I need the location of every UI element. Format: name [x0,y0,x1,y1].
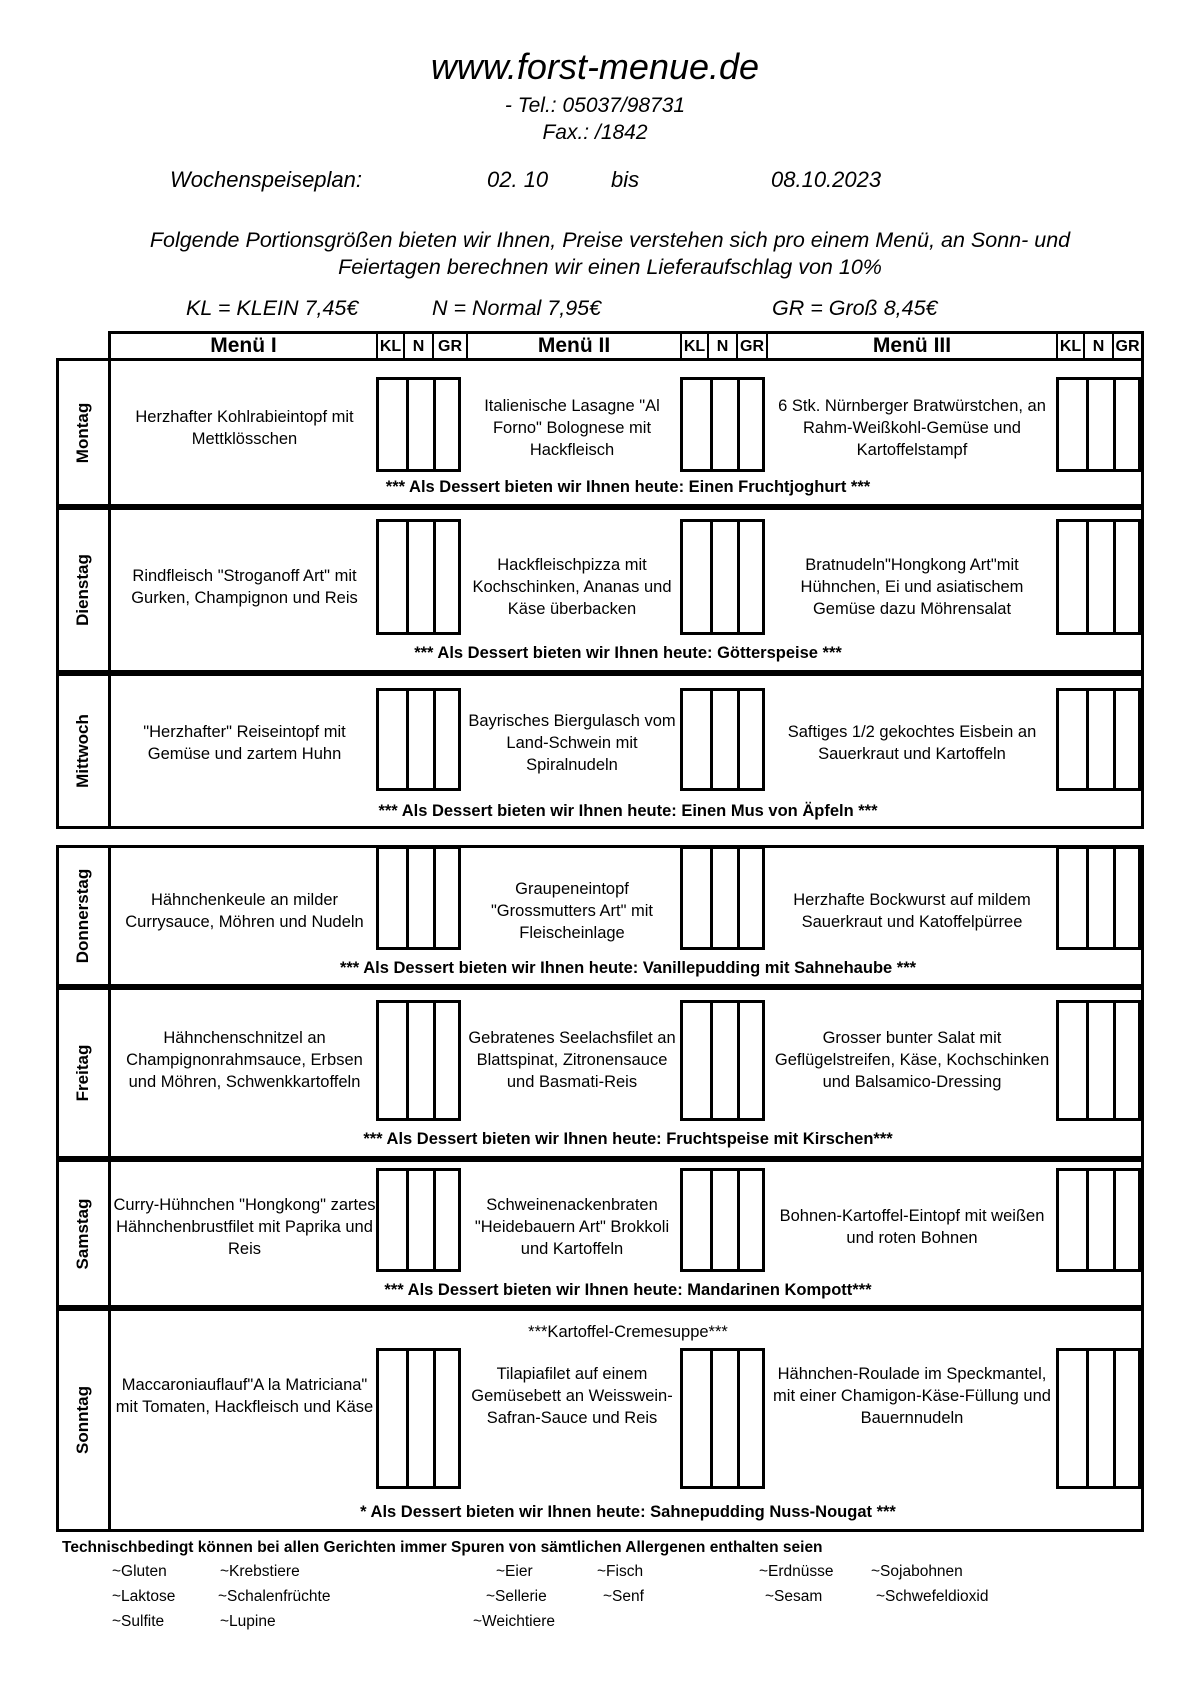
dish-text: Schweinenackenbraten "Heidebauern Art" Brokkoli und Kartoffeln [474,1196,670,1258]
order-boxes-dienstag-menu-1[interactable] [376,519,461,635]
box-divider [1086,1003,1089,1118]
box-divider [710,522,713,632]
dish-text: Herzhafter Kohlrabieintopf mit Mettklösschen [135,408,354,448]
order-boxes-freitag-menu-3[interactable] [1056,1000,1141,1121]
dish-samstag-menu-2 [466,1181,678,1273]
allergen-item: ~Gluten [112,1563,167,1580]
order-boxes-freitag-menu-2[interactable] [680,1000,765,1121]
dish-montag-menu-2 [466,382,678,474]
row-day-divider [108,673,111,829]
header-menu-2: Menü II [537,334,611,357]
box-divider [710,1171,713,1269]
dessert-montag: *** Als Dessert bieten wir Ihnen heute: Einen Fruchtjoghurt *** [385,478,871,496]
dish-mittwoch-menu-1 [113,697,376,789]
phone-number: - Tel.: 05037/98731 [504,94,686,117]
dish-text: Graupeneintopf "Grossmutters Art" mit Fleischeinlage [490,880,654,942]
box-divider [1086,1351,1089,1486]
dish-text: Tilapiafilet auf einem Gemüsebett an Weisswein-Safran-Sauce und Reis [471,1365,673,1427]
day-name-donnerstag: Donnerstag [73,868,92,964]
box-divider [433,691,436,788]
intro-text: Folgende Portionsgrößen bieten wir Ihnen, Preise verstehen sich pro einem Menü, an Sonn- und Feiertagen berechnen wir einen Lieferaufschlag von 10% [149,228,1071,279]
order-boxes-sonntag-menu-1[interactable] [376,1348,461,1489]
box-divider [433,522,436,632]
box-divider [406,1171,409,1269]
order-boxes-montag-menu-3[interactable] [1056,377,1141,472]
row-top-line [56,673,1144,676]
dish-text: "Herzhafter" Reiseintopf mit Gemüse und zartem Huhn [143,723,346,763]
allergen-item: ~Lupine [220,1613,276,1630]
fax-number: Fax.: /1842 [542,121,648,144]
dish-sonntag-menu-1 [113,1350,376,1442]
box-divider [406,691,409,788]
allergen-item: ~Sesam [765,1588,823,1605]
box-divider [710,849,713,947]
price-n: N = Normal 7,95€ [432,296,602,320]
row-bottom-line [56,1529,1144,1532]
allergen-item: ~Eier [496,1563,533,1580]
row-left-line [56,845,59,987]
box-divider [737,1351,740,1486]
dish-donnerstag-menu-2 [466,865,678,957]
dish-dienstag-menu-1 [113,541,376,633]
dish-text: Rindfleisch "Stroganoff Art" mit Gurken, Champignon und Reis [131,567,358,607]
order-boxes-montag-menu-1[interactable] [376,377,461,472]
dish-montag-menu-3 [768,382,1056,474]
size-gr-2: GR [740,338,764,355]
day-name-dienstag: Dienstag [73,554,92,626]
size-n-2: N [716,338,729,355]
box-divider [710,380,713,469]
box-divider [1113,1351,1116,1486]
box-divider [737,1003,740,1118]
box-divider [737,522,740,632]
dish-donnerstag-menu-3 [768,865,1056,957]
order-boxes-montag-menu-2[interactable] [680,377,765,472]
row-left-line [56,507,59,673]
dish-text: Bratnudeln"Hongkong Art"mit Hühnchen, Ei und asiatischem Gemüse dazu Möhrensalat [800,556,1024,618]
row-top-line [56,1159,1144,1162]
order-boxes-mittwoch-menu-1[interactable] [376,688,461,791]
header-right-line [1141,331,1144,361]
order-boxes-mittwoch-menu-2[interactable] [680,688,765,791]
row-left-line [56,673,59,829]
dish-dienstag-menu-2 [466,541,678,633]
day-name-freitag: Freitag [73,1044,92,1102]
order-boxes-sonntag-menu-3[interactable] [1056,1348,1141,1489]
row-top-line [56,845,1144,848]
dish-text: 6 Stk. Nürnberger Bratwürstchen, an Rahm-Weißkohl-Gemüse und Kartoffelstampf [778,397,1046,459]
dish-freitag-menu-2 [466,1014,678,1106]
dessert-mittwoch: *** Als Dessert bieten wir Ihnen heute: Einen Mus von Äpfeln *** [378,802,878,820]
box-divider [433,1003,436,1118]
day-name-mittwoch: Mittwoch [73,714,92,788]
dish-text: Saftiges 1/2 gekochtes Eisbein an Sauerkraut und Kartoffeln [787,723,1037,763]
order-boxes-donnerstag-menu-3[interactable] [1056,846,1141,950]
dish-text: Hackfleischpizza mit Kochschinken, Ananas und Käse überbacken [472,556,672,618]
box-divider [406,522,409,632]
dessert-samstag: *** Als Dessert bieten wir Ihnen heute: Mandarinen Kompott*** [384,1281,872,1299]
allergen-item: ~Krebstiere [220,1563,300,1580]
dish-text: Maccaroniauflauf"A la Matriciana" mit Tomaten, Hackfleisch und Käse [115,1376,374,1416]
dish-text: Curry-Hühnchen "Hongkong" zartes Hähnchenbrustfilet mit Paprika und Reis [113,1196,376,1258]
row-top-line [56,987,1144,990]
box-divider [710,1351,713,1486]
order-boxes-mittwoch-menu-3[interactable] [1056,688,1141,791]
dish-text: Italienische Lasagne "Al Forno" Bolognese mit Hackfleisch [484,397,660,459]
price-gr: GR = Groß 8,45€ [772,296,938,320]
dish-dienstag-menu-3 [768,541,1056,633]
box-divider [1113,1003,1116,1118]
box-divider [1113,691,1116,788]
row-left-line [56,987,59,1159]
dish-freitag-menu-3 [768,1014,1056,1106]
box-divider [1086,380,1089,469]
box-divider [1113,849,1116,947]
allergen-item: ~Sulfite [112,1613,165,1630]
box-divider [710,1003,713,1118]
day-name-samstag: Samstag [73,1198,92,1269]
row-left-line [56,1308,59,1532]
box-divider [433,1171,436,1269]
dish-text: Hähnchenschnitzel an Champignonrahmsauce, Erbsen und Möhren, Schwenkkartoffeln [126,1029,363,1091]
week-label: Wochenspeiseplan: [170,167,363,192]
box-divider [710,691,713,788]
allergen-item: ~Erdnüsse [759,1563,834,1580]
order-boxes-dienstag-menu-2[interactable] [680,519,765,635]
dish-text: Hähnchen-Roulade im Speckmantel, mit einer Chamigon-Käse-Füllung und Bauernnudeln [773,1365,1051,1427]
dish-text: Bohnen-Kartoffel-Eintopf mit weißen und roten Bohnen [779,1207,1045,1247]
price-kl: KL = KLEIN 7,45€ [186,296,359,320]
order-boxes-samstag-menu-2[interactable] [680,1168,765,1272]
allergen-note: Technischbedingt können bei allen Gerichten immer Spuren von sämtlichen Allergenen enthalten seien [62,1539,823,1556]
dish-sonntag-menu-3 [768,1350,1056,1442]
dish-sonntag-menu-2 [466,1350,678,1442]
header-menu-1: Menü I [210,334,277,357]
box-divider [1086,1171,1089,1269]
dish-mittwoch-menu-2 [466,697,678,789]
dish-samstag-menu-1 [113,1181,376,1273]
order-boxes-samstag-menu-1[interactable] [376,1168,461,1272]
dish-text: Gebratenes Seelachsfilet an Blattspinat, Zitronensauce und Basmati-Reis [468,1029,676,1091]
box-divider [1086,691,1089,788]
row-top-line [56,358,1144,361]
size-kl-2: KL [683,338,706,355]
box-divider [1113,380,1116,469]
soup-sonntag: ***Kartoffel-Cremesuppe*** [528,1323,728,1341]
row-top-line [56,1308,1144,1311]
box-divider [433,1351,436,1486]
day-name-montag: Montag [73,402,92,463]
box-divider [406,380,409,469]
dish-freitag-menu-1 [113,1014,376,1106]
row-day-divider [108,845,111,987]
size-n-1: N [412,338,425,355]
size-gr-1: GR [438,338,462,355]
box-divider [737,1171,740,1269]
size-kl-3: KL [1059,338,1082,355]
order-boxes-samstag-menu-3[interactable] [1056,1168,1141,1272]
row-day-divider [108,358,111,507]
dessert-donnerstag: *** Als Dessert bieten wir Ihnen heute: Vanillepudding mit Sahnehaube *** [339,959,917,977]
allergen-item: ~Laktose [112,1588,176,1605]
row-left-line [56,358,59,507]
week-from: 02. 10 [487,167,549,192]
dish-montag-menu-1 [113,382,376,474]
box-divider [737,849,740,947]
dish-text: Bayrisches Biergulasch vom Land-Schwein mit Spiralnudeln [468,712,676,774]
box-divider [406,849,409,947]
dessert-freitag: *** Als Dessert bieten wir Ihnen heute: Fruchtspeise mit Kirschen*** [363,1130,893,1148]
week-to-word: bis [611,167,640,192]
header-menu-3: Menü III [872,334,952,357]
box-divider [406,1351,409,1486]
box-divider [737,380,740,469]
box-divider [433,849,436,947]
box-divider [433,380,436,469]
size-kl-1: KL [379,338,402,355]
dish-text: Herzhafte Bockwurst auf mildem Sauerkraut und Katoffelpürree [793,891,1031,931]
dessert-dienstag: *** Als Dessert bieten wir Ihnen heute: Götterspeise *** [414,644,842,662]
website-url: www.forst-menue.de [430,46,760,87]
row-top-line [56,507,1144,510]
dish-samstag-menu-3 [768,1181,1056,1273]
order-boxes-donnerstag-menu-2[interactable] [680,846,765,950]
box-divider [1113,522,1116,632]
box-divider [1086,522,1089,632]
box-divider [737,691,740,788]
row-left-line [56,1159,59,1308]
order-boxes-donnerstag-menu-1[interactable] [376,846,461,950]
box-divider [1086,849,1089,947]
row-bottom-line [56,826,1144,829]
order-boxes-sonntag-menu-2[interactable] [680,1348,765,1489]
day-name-sonntag: Sonntag [73,1386,92,1454]
allergen-item: ~Weichtiere [473,1613,555,1630]
dish-text: Grosser bunter Salat mit Geflügelstreifen, Käse, Kochschinken und Balsamico-Dressing [774,1029,1050,1091]
allergen-item: ~Sellerie [486,1588,547,1605]
allergen-item: ~Sojabohnen [871,1563,963,1580]
size-gr-3: GR [1115,338,1140,355]
allergen-item: ~Senf [603,1588,644,1605]
order-boxes-freitag-menu-1[interactable] [376,1000,461,1121]
row-day-divider [108,1308,111,1532]
dish-text: Hähnchenkeule an milder Currysauce, Möhren und Nudeln [125,891,364,931]
box-divider [1113,1171,1116,1269]
dessert-sonntag: * Als Dessert bieten wir Ihnen heute: Sahnepudding Nuss-Nougat *** [360,1503,896,1521]
row-day-divider [108,987,111,1159]
allergen-item: ~Fisch [597,1563,644,1580]
dish-mittwoch-menu-3 [768,697,1056,789]
dish-donnerstag-menu-1 [113,865,376,957]
size-n-3: N [1092,338,1105,355]
row-day-divider [108,1159,111,1308]
box-divider [406,1003,409,1118]
order-boxes-dienstag-menu-3[interactable] [1056,519,1141,635]
allergen-item: ~Schwefeldioxid [876,1588,989,1605]
row-day-divider [108,507,111,673]
allergen-item: ~Schalenfrüchte [218,1588,331,1605]
week-to: 08.10.2023 [771,167,882,192]
